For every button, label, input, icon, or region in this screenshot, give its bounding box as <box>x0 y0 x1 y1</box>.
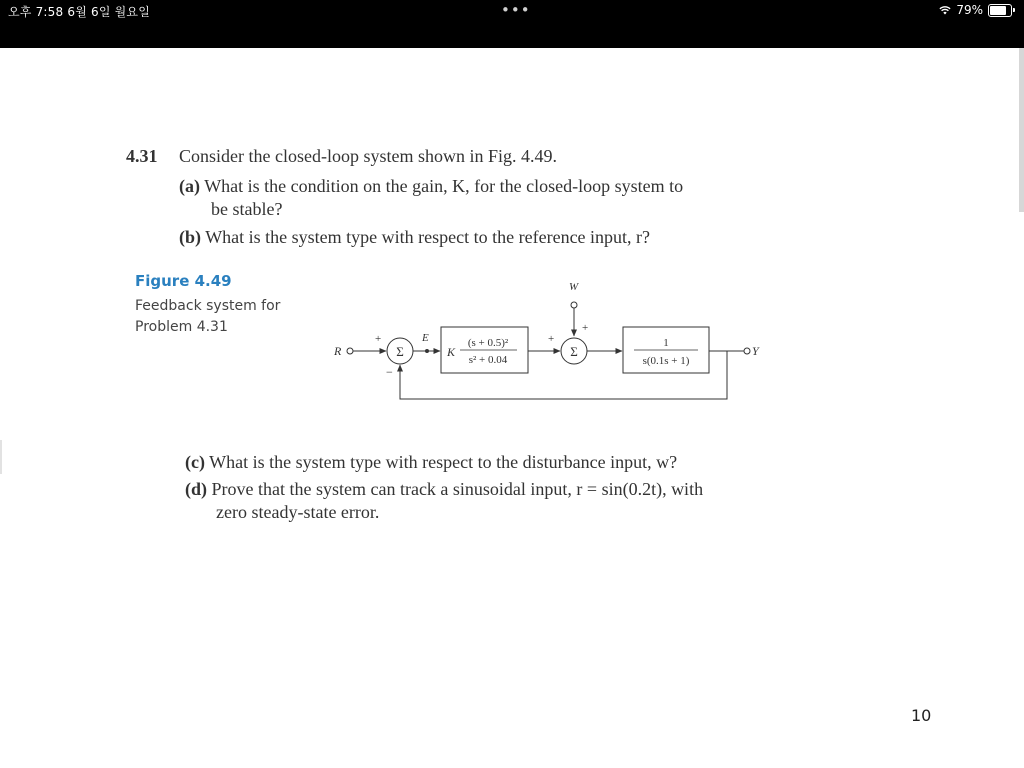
input-terminal <box>347 348 353 354</box>
sum1-plus-sign: + <box>375 333 382 345</box>
part-a-label: (a) <box>179 176 200 196</box>
page-number: 10 <box>911 706 932 725</box>
problem-intro: Consider the closed-loop system shown in Fig. 4.49. <box>179 146 557 166</box>
sum2-symbol: Σ <box>570 344 578 359</box>
part-c-text-1: What is the system type with respect to the disturbance input, w? <box>209 452 678 472</box>
battery-percent: 79% <box>956 3 983 17</box>
plant-numerator: 1 <box>663 337 669 349</box>
part-a-text-1: What is the condition on the gain, K, for the closed-loop system to <box>204 176 684 196</box>
sum1-symbol: Σ <box>396 344 404 359</box>
multitasking-dots-icon[interactable]: ••• <box>501 1 531 19</box>
part-c-label: (c) <box>185 452 205 472</box>
plant-denominator: s(0.1s + 1) <box>642 355 690 367</box>
output-label-y: Y <box>752 344 759 358</box>
problem-number: 4.31 <box>126 146 158 166</box>
figure-title: Figure 4.49 <box>135 272 232 290</box>
part-b-text-1: What is the system type with respect to the reference input, r? <box>205 227 651 247</box>
controller-numerator: (s + 0.5)² <box>467 337 509 349</box>
part-d-text-1: Prove that the system can track a sinusoidal input, r = sin(0.2t), with <box>211 479 704 499</box>
part-b-label: (b) <box>179 227 201 247</box>
disturbance-label-w: W <box>569 281 579 293</box>
part-d-label: (d) <box>185 479 207 499</box>
disturbance-terminal <box>571 302 577 308</box>
error-label-e: E <box>422 332 429 344</box>
gain-label-k: K <box>447 345 456 359</box>
input-label-r: R <box>334 344 342 358</box>
part-a-text-2: be stable? <box>211 199 283 219</box>
part-d-line-1 <box>185 479 703 500</box>
part-d-text-2: zero steady-state error. <box>216 502 380 522</box>
output-terminal <box>744 348 750 354</box>
part-c-line-1 <box>185 452 677 473</box>
sum2-plus-left: + <box>548 333 555 345</box>
controller-denominator: s² + 0.04 <box>468 354 508 366</box>
figure-caption-line-1: Feedback system for <box>135 298 281 314</box>
status-time-date: 오후 7:58 6월 6일 월요일 <box>8 5 151 19</box>
sum2-plus-top: + <box>582 322 589 334</box>
figure-caption-line-2: Problem 4.31 <box>135 319 228 335</box>
sum1-minus-sign: − <box>386 365 393 379</box>
